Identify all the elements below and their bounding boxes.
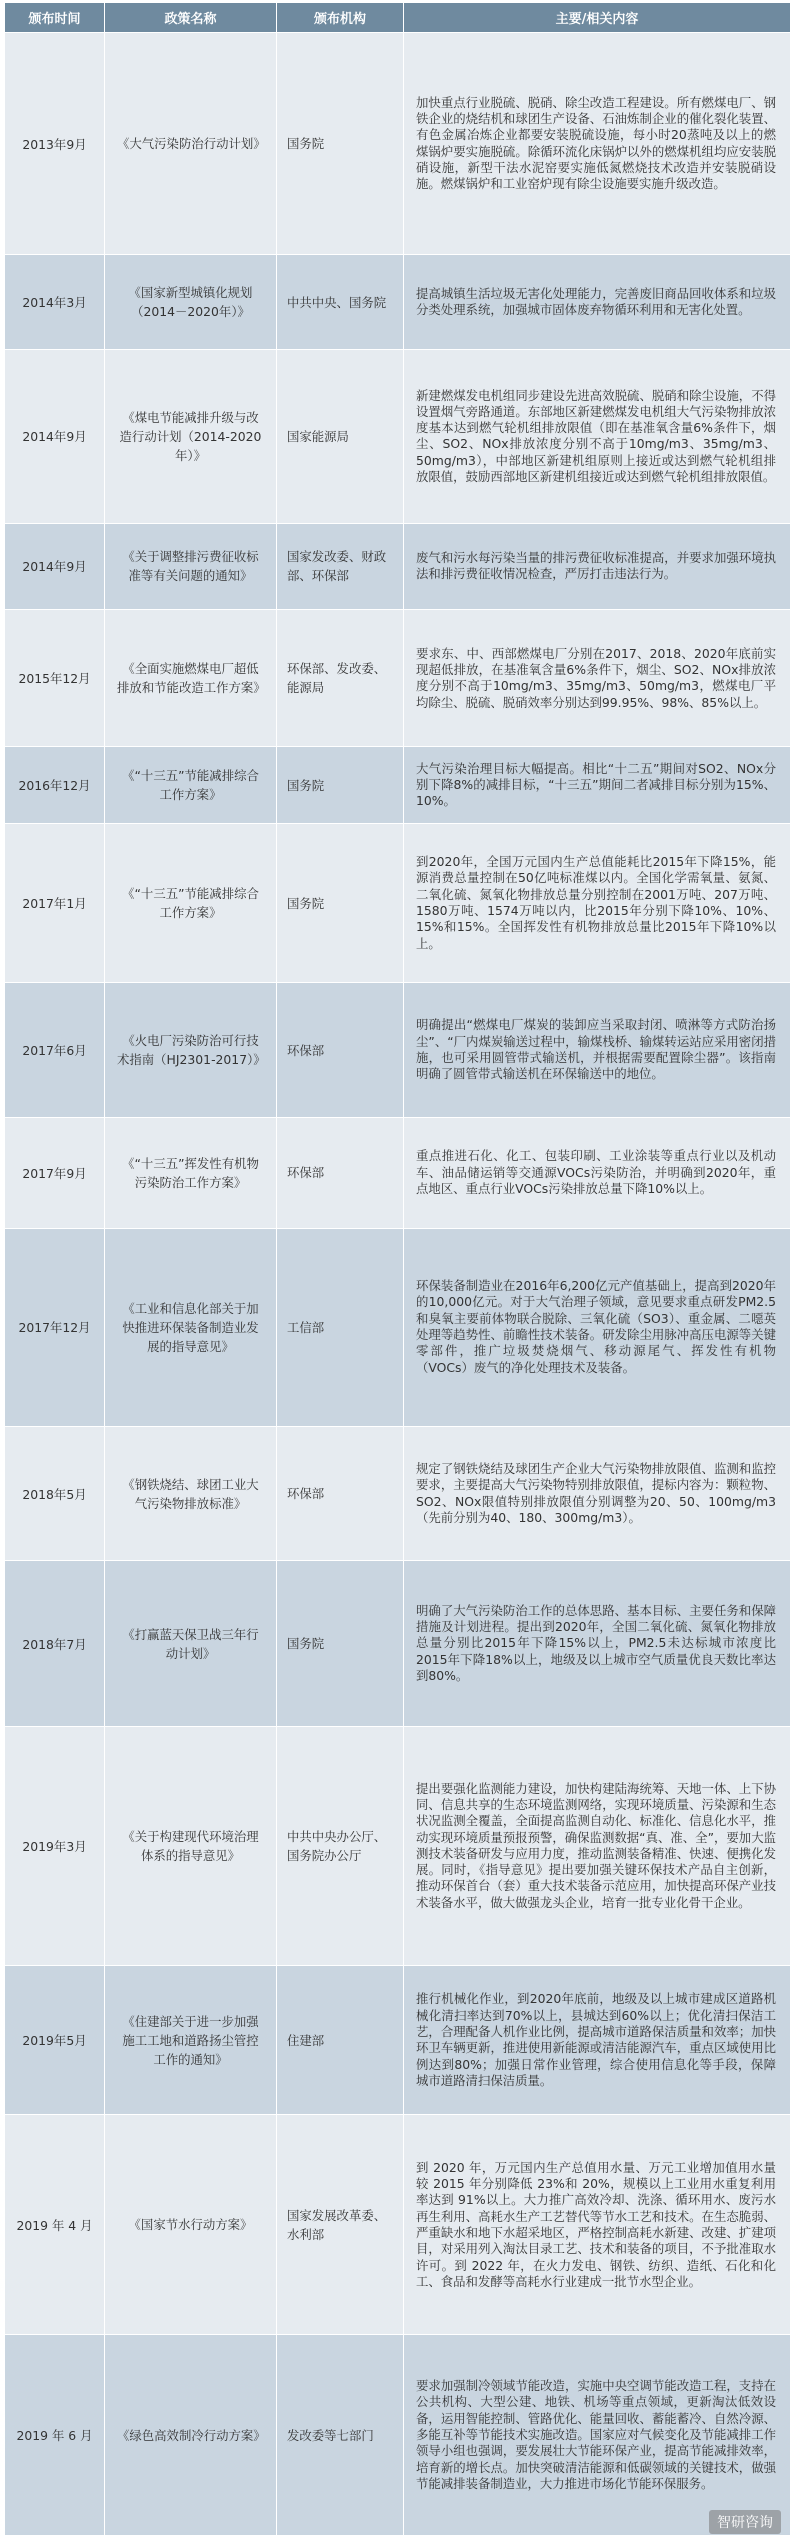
cell-date: 2016年12月 <box>5 747 105 824</box>
table-row <box>5 255 791 350</box>
cell-date: 2017年12月 <box>5 1228 105 1426</box>
cell-content: 重点推进石化、化工、包装印刷、工业涂装等重点行业以及机动车、油品储运销等交通源VOCs污染防治，并明确到2020年，重点地区、重点行业VOCs污染排放总量下降10%以上。 <box>404 1117 791 1228</box>
cell-content: 废气和污水每污染当量的排污费征收标准提高，并要求加强环境执法和排污费征收情况检查，严厉打击违法行为。 <box>404 523 791 609</box>
cell-policy-name: 《住建部关于进一步加强施工工地和道路扬尘管控工作的通知》 <box>105 1966 277 2115</box>
table-row <box>5 2115 791 2335</box>
cell-policy-name: 《绿色高效制冷行动方案》 <box>105 2335 277 2536</box>
cell-date: 2019年5月 <box>5 1966 105 2115</box>
cell-date: 2019年3月 <box>5 1726 105 1965</box>
table-row <box>5 523 791 609</box>
cell-date: 2017年9月 <box>5 1117 105 1228</box>
cell-date: 2018年7月 <box>5 1561 105 1726</box>
cell-issuer: 国务院 <box>277 33 404 255</box>
cell-issuer: 环保部 <box>277 1426 404 1561</box>
table-row <box>5 1117 791 1228</box>
cell-policy-name: 《国家新型城镇化规划（2014－2020年）》 <box>105 255 277 350</box>
cell-date: 2014年9月 <box>5 350 105 524</box>
cell-issuer: 中共中央、国务院 <box>277 255 404 350</box>
cell-policy-name: 《“十三五”节能减排综合工作方案》 <box>105 823 277 982</box>
header-content: 主要/相关内容 <box>404 3 791 33</box>
cell-issuer: 环保部、发改委、能源局 <box>277 610 404 747</box>
header-row <box>5 3 791 33</box>
cell-policy-name: 《火电厂污染防治可行技术指南（HJ2301-2017）》 <box>105 983 277 1118</box>
cell-policy-name: 《大气污染防治行动计划》 <box>105 33 277 255</box>
cell-date: 2019 年 6 月 <box>5 2335 105 2536</box>
cell-issuer: 环保部 <box>277 1117 404 1228</box>
table-row <box>5 610 791 747</box>
cell-issuer: 环保部 <box>277 983 404 1118</box>
cell-policy-name: 《国家节水行动方案》 <box>105 2115 277 2335</box>
cell-date: 2018年5月 <box>5 1426 105 1561</box>
cell-policy-name: 《工业和信息化部关于加快推进环保装备制造业发展的指导意见》 <box>105 1228 277 1426</box>
table-row <box>5 983 791 1118</box>
cell-content: 新建燃煤发电机组同步建设先进高效脱硫、脱硝和除尘设施，不得设置烟气旁路通道。东部地区新建燃煤发电机组大气污染物排放浓度基本达到燃气轮机组排放限值（即在基准氧含量6%条件下，烟尘、SO2、NOx排放浓度分别不高于10mg/m3、35mg/m3、50mg/m3），中部地区新建机组原则上接近或达到燃气轮机组排放限值，鼓励西部地区新建机组接近或达到燃气轮机组排放限值。 <box>404 350 791 524</box>
cell-date: 2019 年 4 月 <box>5 2115 105 2335</box>
cell-content: 推行机械化作业，到2020年底前，地级及以上城市建成区道路机械化清扫率达到70%以上，县城达到60%以上；优化清扫保洁工艺，合理配备人机作业比例，提高城市道路保洁质量和效率；加快环卫车辆更新，推进使用新能源或清洁能源汽车，重点区域使用比例达到80%；加强日常作业管理，综合使用信息化等手段，保障城市道路清扫保洁质量。 <box>404 1966 791 2115</box>
cell-content: 要求东、中、西部燃煤电厂分别在2017、2018、2020年底前实现超低排放，在基准氧含量6%条件下，烟尘、SO2、NOx排放浓度分别不高于10mg/m3、35mg/m3、50mg/m3，燃煤电厂平均除尘、脱硫、脱硝效率分别达到99.95%、98%、85%以上。 <box>404 610 791 747</box>
header-issuer: 颁布机构 <box>277 3 404 33</box>
cell-issuer: 发改委等七部门 <box>277 2335 404 2536</box>
cell-date: 2017年1月 <box>5 823 105 982</box>
cell-content: 到2020年，全国万元国内生产总值能耗比2015年下降15%，能源消费总量控制在50亿吨标准煤以内。全国化学需氧量、氨氮、二氧化硫、氮氧化物排放总量分别控制在2001万吨、207万吨、1580万吨、1574万吨以内，比2015年分别下降10%、10%、15%和15%。全国挥发性有机物排放总量比2015年下降10%以上。 <box>404 823 791 982</box>
cell-date: 2014年9月 <box>5 523 105 609</box>
cell-issuer: 中共中央办公厅、国务院办公厅 <box>277 1726 404 1965</box>
cell-issuer: 住建部 <box>277 1966 404 2115</box>
cell-content: 提高城镇生活垃圾无害化处理能力，完善废旧商品回收体系和垃圾分类处理系统，加强城市固体废弃物循环利用和无害化处置。 <box>404 255 791 350</box>
cell-issuer: 国务院 <box>277 747 404 824</box>
cell-content: 到 2020 年，万元国内生产总值用水量、万元工业增加值用水量较 2015 年分别降低 23%和 20%，规模以上工业用水重复利用率达到 91%以上。大力推广高效冷却、洗涤、循环用水、废污水再生利用、高耗水生产工艺替代等节水工艺和技术。在生态脆弱、严重缺水和地下水超采地区，严格控制高耗水新建、改建、扩建项目，对采用列入淘汰目录工艺、技术和装备的项目，不予批准取水许可。到 2022 年，在火力发电、钢铁、纺织、造纸、石化和化工、食品和发酵等高耗水行业建成一批节水型企业。 <box>404 2115 791 2335</box>
cell-content: 环保装备制造业在2016年6,200亿元产值基础上，提高到2020年的10,000亿元。对于大气治理子领域，意见要求重点研发PM2.5和臭氧主要前体物联合脱除、三氧化硫（SO3）、重金属、二噁英处理等趋势性、前瞻性技术装备。研发除尘用脉冲高压电源等关键零部件，推广垃圾焚烧烟气、移动源尾气、挥发性有机物（VOCs）废气的净化处理技术及装备。 <box>404 1228 791 1426</box>
table-row <box>5 1228 791 1426</box>
cell-policy-name: 《关于构建现代环境治理体系的指导意见》 <box>105 1726 277 1965</box>
watermark-logo: 智研咨询 <box>709 2510 781 2534</box>
cell-issuer: 国家发改委、财政部、环保部 <box>277 523 404 609</box>
cell-policy-name: 《全面实施燃煤电厂超低排放和节能改造工作方案》 <box>105 610 277 747</box>
cell-date: 2014年3月 <box>5 255 105 350</box>
table-row <box>5 747 791 824</box>
cell-policy-name: 《打赢蓝天保卫战三年行动计划》 <box>105 1561 277 1726</box>
table-row <box>5 33 791 255</box>
cell-date: 2015年12月 <box>5 610 105 747</box>
cell-date: 2017年6月 <box>5 983 105 1118</box>
table-row <box>5 1426 791 1561</box>
table-row <box>5 1561 791 1726</box>
cell-content: 大气污染治理目标大幅提高。相比“十二五”期间对SO2、NOx分别下降8%的减排目标，“十三五”期间二者减排目标分别为15%、10%。 <box>404 747 791 824</box>
cell-content: 明确提出“燃煤电厂煤炭的装卸应当采取封闭、喷淋等方式防治扬尘”、“厂内煤炭输送过程中，输煤栈桥、输煤转运站应采用密闭措施，也可采用圆管带式输送机，并根据需要配置除尘器”。该指南明确了圆管带式输送机在环保输送中的地位。 <box>404 983 791 1118</box>
cell-date: 2013年9月 <box>5 33 105 255</box>
table-row <box>5 350 791 524</box>
cell-issuer: 工信部 <box>277 1228 404 1426</box>
cell-issuer: 国务院 <box>277 1561 404 1726</box>
header-date: 颁布时间 <box>5 3 105 33</box>
table-row <box>5 2335 791 2536</box>
cell-content: 加快重点行业脱硫、脱硝、除尘改造工程建设。所有燃煤电厂、钢铁企业的烧结机和球团生产设备、石油炼制企业的催化裂化装置、有色金属冶炼企业都要安装脱硫设施，每小时20蒸吨及以上的燃煤锅炉要实施脱硫。除循环流化床锅炉以外的燃煤机组均应安装脱硝设施，新型干法水泥窑要实施低氮燃烧技术改造并安装脱硝设施。燃煤锅炉和工业窑炉现有除尘设施要实施升级改造。 <box>404 33 791 255</box>
policy-table <box>4 2 791 2536</box>
cell-content: 提出要强化监测能力建设，加快构建陆海统筹、天地一体、上下协同、信息共享的生态环境监测网络，实现环境质量、污染源和生态状况监测全覆盖，全面提高监测自动化、标准化、信息化水平，推动实现环境质量预报预警，确保监测数据“真、准、全”，要加大监测技术装备研发与应用力度，推动监测装备精准、快速、便携化发展。同时，《指导意见》提出要加强关键环保技术产品自主创新，推动环保首台（套）重大技术装备示范应用，加快提高环保产业技术装备水平，做大做强龙头企业，培育一批专业化骨干企业。 <box>404 1726 791 1965</box>
cell-issuer: 国家发展改革委、水利部 <box>277 2115 404 2335</box>
cell-policy-name: 《关于调整排污费征收标准等有关问题的通知》 <box>105 523 277 609</box>
table-row <box>5 1726 791 1965</box>
cell-policy-name: 《煤电节能减排升级与改造行动计划（2014-2020年）》 <box>105 350 277 524</box>
cell-content: 要求加强制冷领域节能改造，实施中央空调节能改造工程，支持在公共机构、大型公建、地铁、机场等重点领域，更新淘汰低效设备，运用智能控制、管路优化、能量回收、蓄能蓄冷、自然冷源、多能互补等节能技术实施改造。国家应对气候变化及节能减排工作领导小组也强调，要发展壮大节能环保产业，提高节能减排效率，培育新的增长点。加快突破清洁能源和低碳领域的关键技术，做强节能减排装备制造业，大力推进市场化节能环保服务。 <box>404 2335 791 2536</box>
cell-content: 明确了大气污染防治工作的总体思路、基本目标、主要任务和保障措施及计划进程。提出到2020年，全国二氧化硫、氮氧化物排放总量分别比2015年下降15%以上，PM2.5未达标城市浓度比2015年下降18%以上，地级及以上城市空气质量优良天数比率达到80%。 <box>404 1561 791 1726</box>
cell-policy-name: 《“十三五”挥发性有机物污染防治工作方案》 <box>105 1117 277 1228</box>
cell-issuer: 国务院 <box>277 823 404 982</box>
header-policy-name: 政策名称 <box>105 3 277 33</box>
cell-issuer: 国家能源局 <box>277 350 404 524</box>
cell-policy-name: 《“十三五”节能减排综合工作方案》 <box>105 747 277 824</box>
table-row <box>5 1966 791 2115</box>
table-row <box>5 823 791 982</box>
cell-policy-name: 《钢铁烧结、球团工业大气污染物排放标准》 <box>105 1426 277 1561</box>
cell-content: 规定了钢铁烧结及球团生产企业大气污染物排放限值、监测和监控要求，主要提高大气污染物特别排放限值，提标内容为：颗粒物、SO2、NOx限值特别排放限值分别调整为20、50、100mg/m3（先前分别为40、180、300mg/m3）。 <box>404 1426 791 1561</box>
